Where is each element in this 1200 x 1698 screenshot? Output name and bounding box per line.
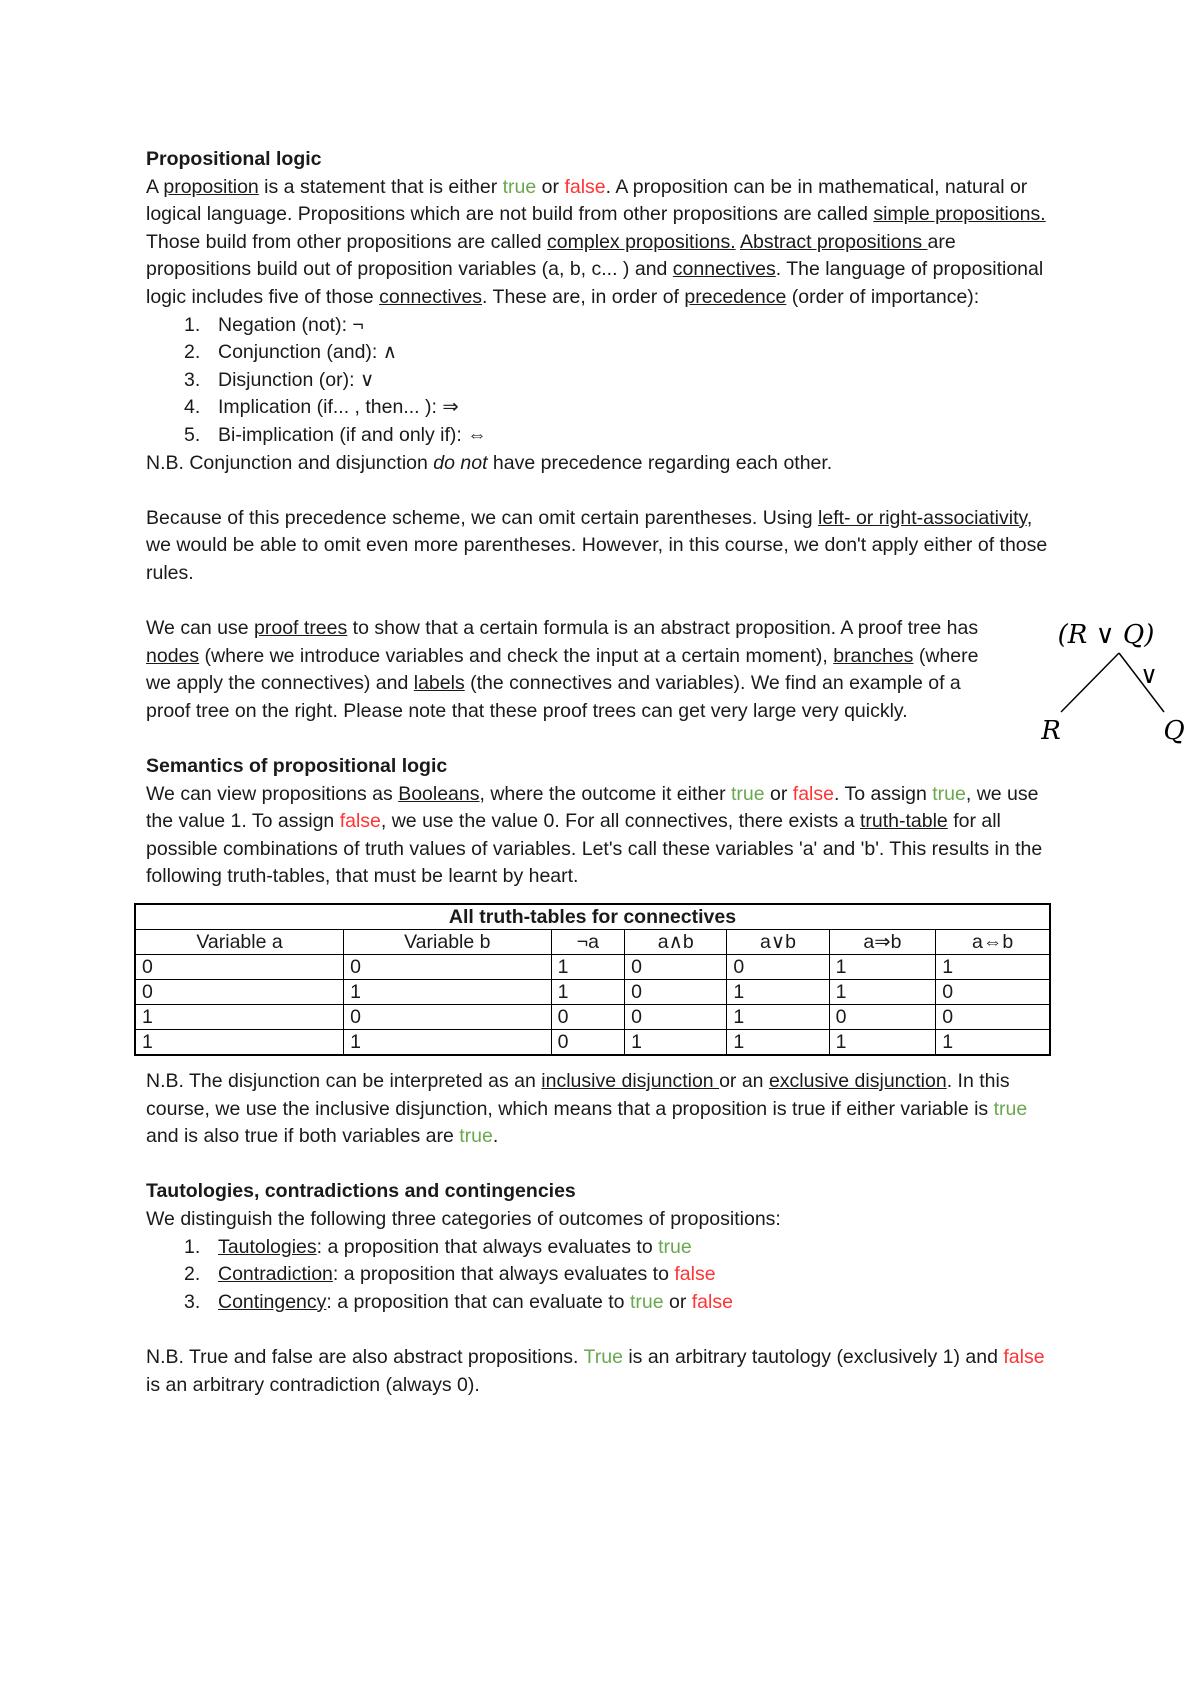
table-cell: 1 <box>936 955 1050 980</box>
note-true-false: N.B. True and false are also abstract propositions. True is an arbitrary tautology (exclusively 1) and false is an arbitrary contradiction (always 0). <box>146 1345 1045 1396</box>
list-item: 5. Bi-implication (if and only if): ⇔ <box>184 423 487 446</box>
truth-table <box>134 903 1051 1056</box>
paragraph-proof-trees: We can use proof trees to show that a certain formula is an abstract proposition. A proof tree has nodes (where we introduce variables and check the input at a certain moment), branches (where we apply the connectives) and labels (the connectives and variables). We find an example of a proof tree on the right. Please note that these proof trees can get very large very quickly. <box>146 617 979 722</box>
table-cell: 0 <box>625 955 727 980</box>
table-cell: 1 <box>344 1030 552 1056</box>
column-header: a∧b <box>625 930 727 955</box>
list-item: 1. Tautologies: a proposition that always evaluates to true <box>184 1235 692 1258</box>
categories-list <box>146 1234 1061 1317</box>
section-title-propositional-logic: Propositional logic <box>146 148 322 170</box>
tree-connective-label: ∨ <box>1140 661 1158 690</box>
tree-branch-left <box>1061 653 1119 712</box>
table-cell: 0 <box>936 980 1050 1005</box>
paragraph-proposition-definition: A proposition is a statement that is either true or false. A proposition can be in mathematical, natural or logical language. Propositions which are not build from other propositions are called simple propositions. Those build from other propositions are called complex propositions. Abstract propositions are propositions build out of proposition variables (a, b, c... ) and connectives. The language of propositional logic includes five of those connectives. These are, in order of precedence (order of importance): <box>146 175 1046 308</box>
column-header: a⇔b <box>936 930 1050 955</box>
connectives-list <box>146 312 1061 450</box>
table-cell: 1 <box>727 1030 829 1056</box>
table-cell: 0 <box>135 980 344 1005</box>
table-cell: 0 <box>625 980 727 1005</box>
proof-tree-section <box>146 615 1185 746</box>
paragraph-parentheses: Because of this precedence scheme, we can omit certain parentheses. Using left- or right-associativity, we would be able to omit even more parentheses. However, in this course, we don't apply either of those rules. <box>146 506 1048 584</box>
paragraph-booleans: We can view propositions as Booleans, where the outcome it either true or false. To assign true, we use the value 1. To assign false, we use the value 0. For all connectives, there exists a truth-table for all possible combinations of truth values of variables. Let's call these variables 'a' and 'b'. This results in the following truth-tables, that must be learnt by heart. <box>146 782 1043 888</box>
table-cell: 0 <box>551 1005 625 1030</box>
table-cell: 0 <box>344 955 552 980</box>
column-header: a⇒b <box>829 930 936 955</box>
table-cell: 0 <box>344 1005 552 1030</box>
table-cell: 1 <box>551 980 625 1005</box>
table-cell: 1 <box>135 1005 344 1030</box>
table-cell: 1 <box>936 1030 1050 1056</box>
table-cell: 0 <box>551 1030 625 1056</box>
table-row <box>135 1030 1050 1056</box>
table-cell: 0 <box>936 1005 1050 1030</box>
list-item: 2. Conjunction (and): ∧ <box>184 341 398 364</box>
tree-leaf-left: R <box>1041 716 1061 746</box>
paragraph-categories-intro: We distinguish the following three categories of outcomes of propositions: <box>146 1208 781 1230</box>
table-cell: 1 <box>135 1030 344 1056</box>
table-cell: 1 <box>829 955 936 980</box>
table-header-row <box>135 930 1050 955</box>
table-cell: 0 <box>625 1005 727 1030</box>
column-header: Variable b <box>344 930 552 955</box>
table-cell: 1 <box>727 980 829 1005</box>
table-row <box>135 955 1050 980</box>
column-header: a∨b <box>727 930 829 955</box>
table-cell: 1 <box>727 1005 829 1030</box>
proof-tree-diagram <box>1016 615 1196 745</box>
list-item: 3. Disjunction (or): ∨ <box>184 368 375 391</box>
table-cell: 0 <box>727 955 829 980</box>
table-caption: All truth-tables for connectives <box>135 904 1050 930</box>
table-cell: 0 <box>829 1005 936 1030</box>
list-item: 1. Negation (not): ¬ <box>184 313 364 336</box>
note-precedence: N.B. Conjunction and disjunction do not have precedence regarding each other. <box>146 451 833 474</box>
table-row <box>135 980 1050 1005</box>
table-cell: 1 <box>344 980 552 1005</box>
list-item: 2. Contradiction: a proposition that always evaluates to false <box>184 1263 716 1286</box>
table-cell: 1 <box>829 980 936 1005</box>
section-title-semantics: Semantics of propositional logic <box>146 755 448 778</box>
table-cell: 1 <box>625 1030 727 1056</box>
tree-leaf-right: Q <box>1163 716 1185 746</box>
tree-root-node: (R ∨ Q) <box>1057 620 1155 651</box>
note-disjunction: N.B. The disjunction can be interpreted as an inclusive disjunction or an exclusive disjunction. In this course, we use the inclusive disjunction, which means that a proposition is true if either variable is true and is also true if both variables are true. <box>146 1070 1028 1148</box>
list-item: 4. Implication (if... , then... ): ⇒ <box>184 396 459 419</box>
table-cell: 0 <box>135 955 344 980</box>
table-cell: 1 <box>829 1030 936 1056</box>
document-page <box>142 146 1185 1399</box>
column-header: Variable a <box>135 930 344 955</box>
table-cell: 1 <box>551 955 625 980</box>
column-header: ¬a <box>551 930 625 955</box>
list-item: 3. Contingency: a proposition that can evaluate to true or false <box>184 1290 733 1313</box>
table-row <box>135 1005 1050 1030</box>
section-title-tautologies: Tautologies, contradictions and contingencies <box>146 1180 576 1203</box>
